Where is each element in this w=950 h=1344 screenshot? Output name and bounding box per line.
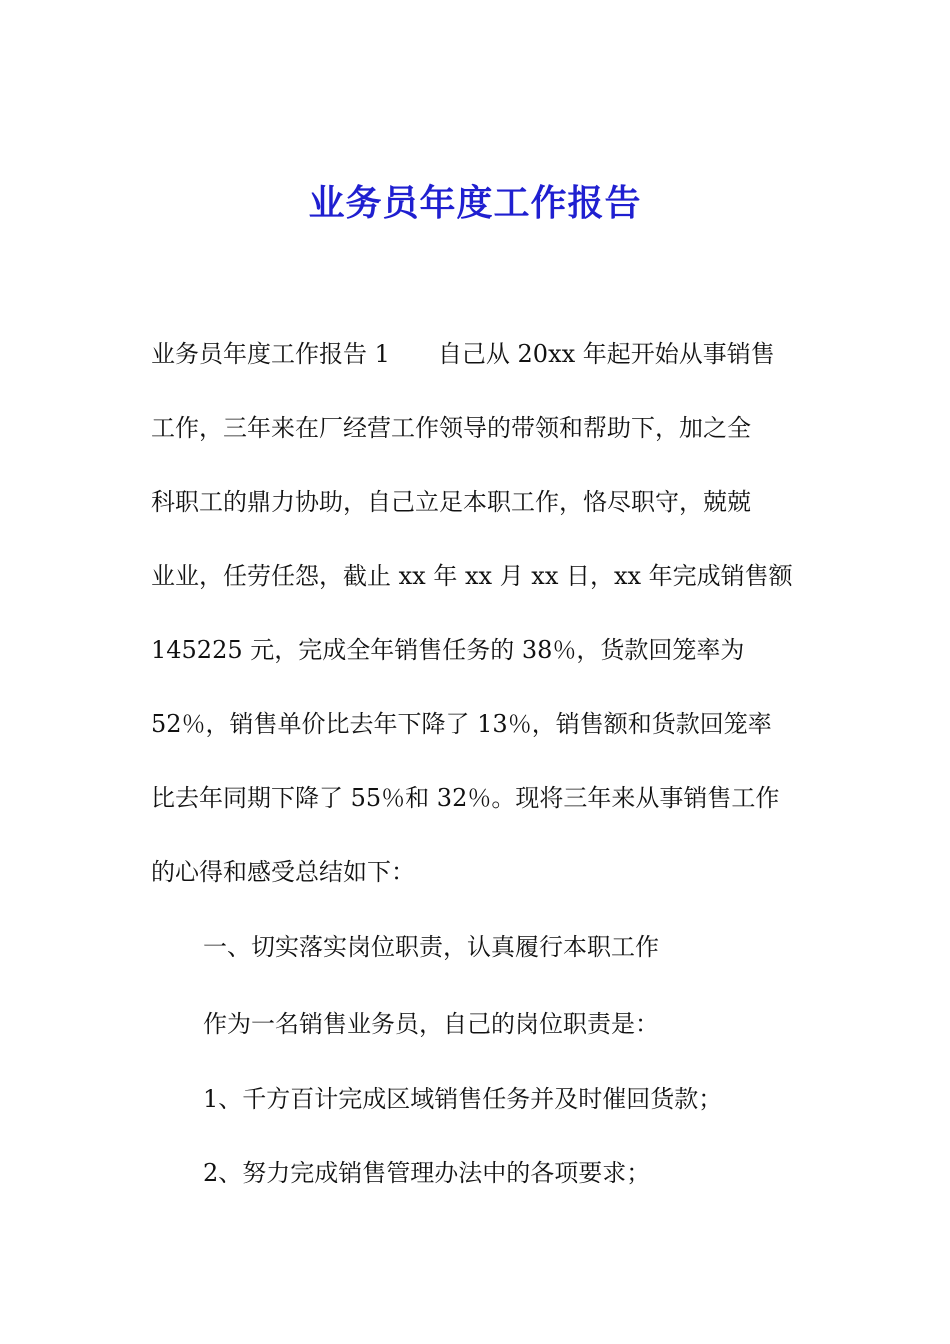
duty-item-1: 1、千方百计完成区域销售任务并及时催回货款； <box>203 1085 723 1113</box>
paragraph-line-6: 52％，销售单价比去年下降了 13％，销售额和货款回笼率 <box>151 710 772 738</box>
document-title: 业务员年度工作报告 <box>308 182 642 224</box>
paragraph-line-3: 科职工的鼎力协助，自己立足本职工作，恪尽职守，兢兢 <box>151 488 751 516</box>
paragraph-text: 自己从 20xx 年起开始从事销售 <box>437 340 775 368</box>
paragraph-line-5: 145225 元，完成全年销售任务的 38％，货款回笼率为 <box>151 636 745 664</box>
paragraph-line-7: 比去年同期下降了 55％和 32％。现将三年来从事销售工作 <box>151 784 780 812</box>
paragraph-line-1 <box>151 325 811 399</box>
section-heading: 一、切实落实岗位职责，认真履行本职工作 <box>203 933 659 961</box>
report-heading: 业务员年度工作报告 1 <box>151 340 390 368</box>
paragraph-line-2: 工作，三年来在厂经营工作领导的带领和帮助下，加之全 <box>151 414 751 442</box>
section-intro: 作为一名销售业务员，自己的岗位职责是： <box>203 1010 659 1038</box>
paragraph-line-8: 的心得和感受总结如下： <box>151 858 415 886</box>
duty-item-2: 2、努力完成销售管理办法中的各项要求； <box>203 1159 651 1187</box>
intro-paragraph <box>151 325 811 917</box>
paragraph-line-4: 业业，任劳任怨，截止 xx 年 xx 月 xx 日，xx 年完成销售额 <box>151 562 793 590</box>
